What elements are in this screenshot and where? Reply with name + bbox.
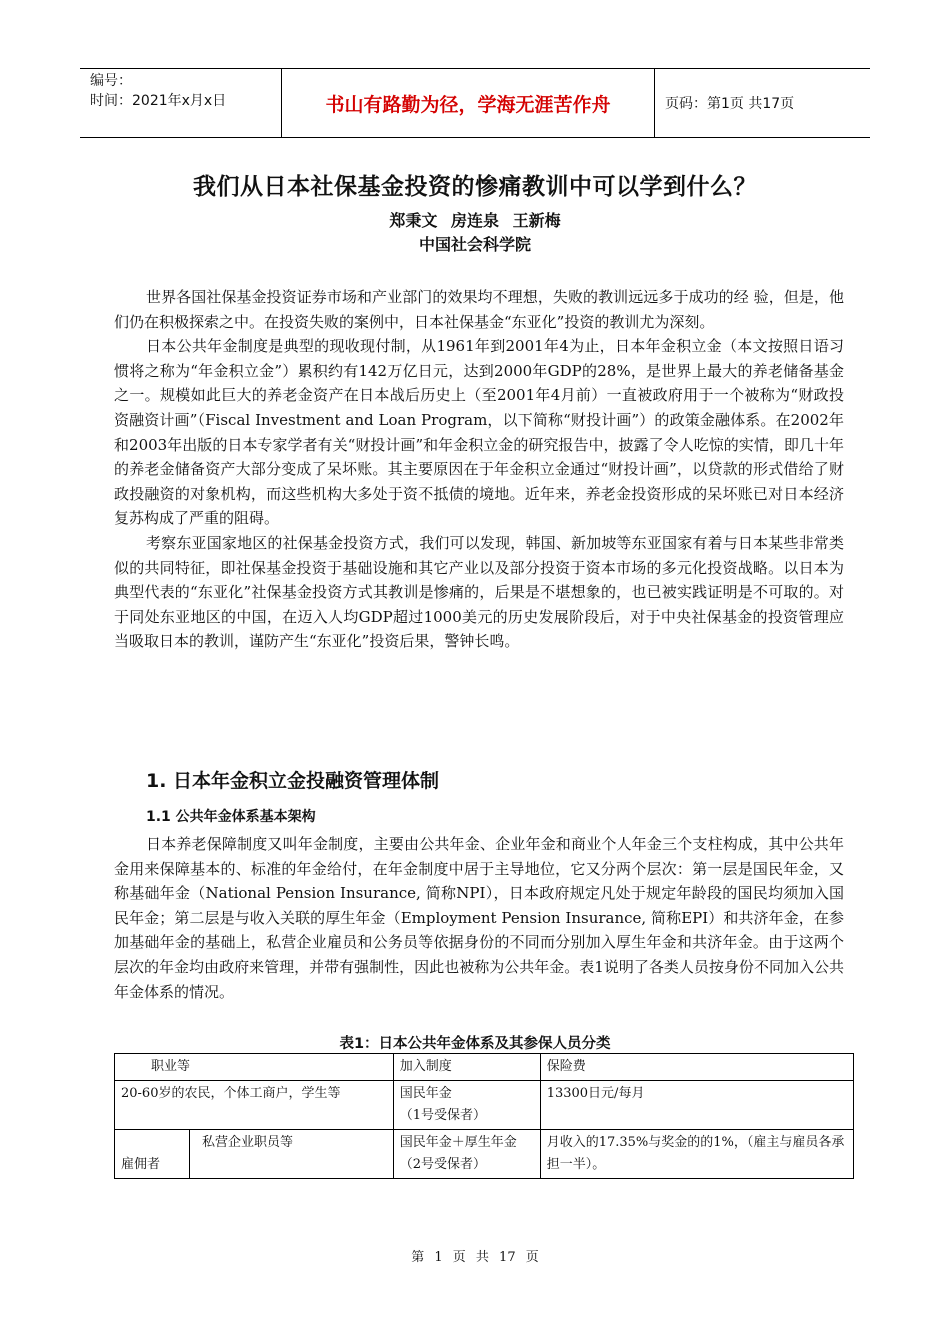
header-premium: 保险费 <box>540 1054 853 1081</box>
serial-label: 编号： <box>90 73 132 89</box>
paragraph-3: 考察东亚国家地区的社保基金投资方式，我们可以发现，韩国、新加坡等东亚国家有着与日本某些非常类似的共同特征，即社保基金投资于基础设施和其它产业以及部分投资于资本市场的多元化投资战略。以日本为典型代表的“东亚化”社保基金投资方式其教训是惨痛的，后果是不堪想象的，也已被实践证明是不可取的。对于同处东亚地区的中国，在迈入人均GDP超过1000美元的历史发展阶段后，对于中央社保基金的投资管理应当吸取日本的教训，谨防产生“东亚化”投资后果，警钟长鸣。 <box>114 533 844 651</box>
row1-premium: 13300日元/每月 <box>540 1081 853 1130</box>
row2-occupation: 私营企业职员等 <box>190 1130 394 1179</box>
table-header-row <box>115 1054 854 1081</box>
row1-system-name: 国民年金 <box>399 1086 452 1101</box>
page-header <box>80 68 870 138</box>
header-occupation: 职业等 <box>115 1054 394 1081</box>
paragraph-1: 世界各国社保基金投资证券市场和产业部门的效果均不理想，失败的教训远远多于成功的经 验，但是，他们仍在积极探索之中。在投资失败的案例中，日本社保基金“东亚化”投资的教训尤为深刻。 <box>114 288 844 331</box>
paragraph-4: 日本养老保障制度又叫年金制度，主要由公共年金、企业年金和商业个人年金三个支柱构成，其中公共年金用来保障基本的、标准的年金给付，在年金制度中居于主导地位，它又分两个层次：第一层是国民年金，又称基础年金（National Pension Insurance, 简称NPI），日本政府规定凡处于规定年龄段的国民均须加入国民年金；第二层是与收入关联的厚生年金（Employment Pension Insurance, 简称EPI）和共济年金，在参加基础年金的基础上，私营企业雇员和公务员等依据身份的不同而分别加入厚生年金和共济年金。由于这两个层次的年金均由政府来管理，并带有强制性，因此也被称为公共年金。表1说明了各类人员按身份不同加入公共年金体系的情况。 <box>114 835 844 1001</box>
table-caption: 表1：日本公共年金体系及其参保人员分类 <box>339 1036 611 1052</box>
row2-system-name: 国民年金＋厚生年金 <box>399 1135 517 1150</box>
table-row <box>115 1130 854 1179</box>
row2-group: 雇佣者 <box>115 1130 190 1179</box>
header-page-label: 页码：第1页 共17页 <box>665 96 795 112</box>
row2-system-note: （2号受保者） <box>399 1157 486 1172</box>
authors: 郑秉文 房连泉 王新梅 <box>389 211 561 230</box>
institution: 中国社会科学院 <box>418 235 531 254</box>
page-footer: 第 1 页 共 17 页 <box>411 1250 539 1265</box>
section-body <box>114 832 844 1004</box>
section-heading-1-1: 1.1 公共年金体系基本架构 <box>146 809 316 825</box>
time-label: 时间：2021年x月x日 <box>90 93 227 109</box>
intro-body <box>114 285 844 654</box>
paragraph-2: 日本公共年金制度是典型的现收现付制，从1961年到2001年4为止，日本年金积立金（本文按照日语习惯将之称为“年金积立金”）累积约有142万亿日元，达到2000年GDP的28%，是世界上最大的养老储备基金之一。规模如此巨大的养老金资产在日本战后历史上（至2001年4月前）一直被政府用于一个被称为“财政投资融资计画”（Fiscal Investment and Loan Program，以下简称“财投计画”）的政策金融体系。在2002年和2003年出版的日本专家学者有关“财投计画”和年金积立金的研究报告中，披露了令人吃惊的实情，即几十年的养老金储备资产大部分变成了呆坏账。其主要原因在于年金积立金通过“财投计画”，以贷款的形式借给了财政投融资的对象机构，而这些机构大多处于资不抵债的境地。近年来，养老金投资形成的呆坏账已对日本经济复苏构成了严重的阻碍。 <box>114 337 844 528</box>
header-motto: 书山有路勤为径，学海无涯苦作舟 <box>282 69 655 137</box>
header-meta <box>80 69 282 137</box>
document-title: 我们从日本社保基金投资的惨痛教训中可以学到什么？ <box>193 174 757 200</box>
row1-system-note: （1号受保者） <box>399 1108 486 1123</box>
row2-system <box>393 1130 540 1179</box>
row1-occupation: 20-60岁的农民，个体工商户，学生等 <box>115 1081 394 1130</box>
row2-premium: 月收入的17.35%与奖金的的1%，（雇主与雇员各承担一半）。 <box>540 1130 853 1179</box>
section-heading-1: 1. 日本年金积立金投融资管理体制 <box>146 770 440 792</box>
pension-table <box>114 1053 854 1179</box>
header-system: 加入制度 <box>393 1054 540 1081</box>
row1-system <box>393 1081 540 1130</box>
table-row <box>115 1081 854 1130</box>
